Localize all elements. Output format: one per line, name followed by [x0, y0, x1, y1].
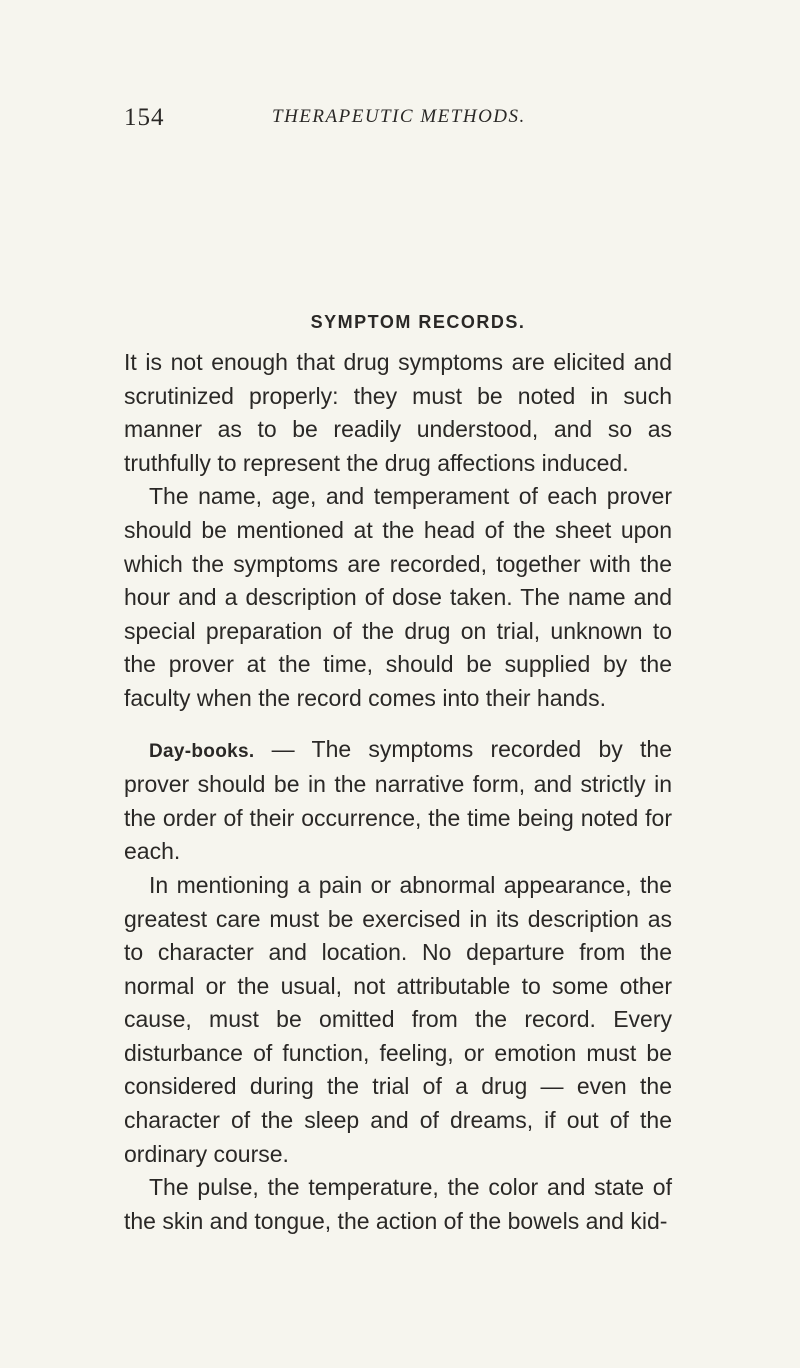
day-books-subhead: Day-books.	[149, 740, 255, 762]
page-number: 154	[124, 104, 165, 131]
paragraph-pulse-temperature: The pulse, the temperature, the color and state of the skin and tongue, the action of the bowels and kid-	[124, 1174, 672, 1234]
paragraph-prover-details: The name, age, and temperament of each prover should be mentioned at the head of the sheet upon which the symptoms are recorded, together with the hour and a description of dose taken. The name and special preparation of the drug on trial, unknown to the prover at the time, should be supplied by the faculty when the record comes into their hands.	[124, 483, 672, 711]
section-title: SYMPTOM RECORDS.	[310, 312, 526, 332]
day-books-text: — The symptoms recorded by the prover should be in the narrative form, and strictly in the order of their occurrence, the time being noted for each.	[124, 735, 672, 865]
running-title: THERAPEUTIC METHODS.	[272, 106, 526, 127]
paragraph-pain-description: In mentioning a pain or abnormal appearance, the greatest care must be exercised in its description as to character and location. No departure from the normal or the usual, not attributable to some other cause, must be omitted from the record. Every disturbance of function, feeling, or emotion must be considered during the trial of a drug — even the character of the sleep and of dreams, if out of the ordinary course.	[124, 871, 672, 1167]
paragraph-intro: It is not enough that drug symptoms are elicited and scrutinized properly: they must be noted in such manner as to be readily understood, and so as truthfully to represent the drug affections induced.	[124, 349, 672, 476]
paragraph-day-books	[124, 733, 672, 869]
body-text	[124, 346, 672, 1238]
running-head	[124, 104, 664, 144]
